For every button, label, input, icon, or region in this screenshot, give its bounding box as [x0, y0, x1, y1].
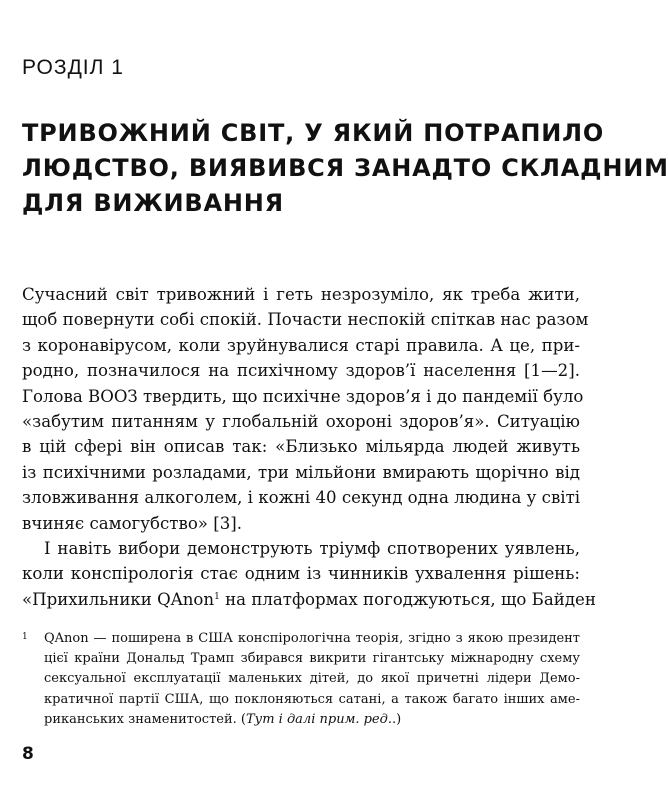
footnote-line: QAnon — поширена в США конспірологічна теорія, згідно з якою президент	[44, 631, 580, 646]
body-line: вчиняє самогубство» [3].	[22, 513, 243, 533]
footnote-reference[interactable]: 1	[214, 591, 220, 602]
body-line: щоб повернути собі спокій. Почасти неспокій спіткав нас разом	[22, 310, 589, 330]
body-line: І навіть вибори демонструють тріумф спотворених уявлень,	[44, 539, 580, 559]
body-line: родно, позначилося на психічному здоров’ї населення [1—2].	[22, 361, 580, 381]
body-text-fragment: «Прихильники QAnon	[22, 589, 215, 609]
body-line: з коронавірусом, коли зруйнувалися старі правила. А це, при-	[22, 335, 580, 355]
footnote-line: сексуальної експлуатації маленьких дітей, до якої причетні лідери Демо-	[44, 671, 580, 687]
body-line: в цій сфері він описав так: «Близько мільярда людей живуть	[22, 437, 580, 457]
chapter-title-line: ТРИВОЖНИЙ СВІТ, У ЯКИЙ ПОТРАПИЛО	[22, 119, 605, 147]
body-line: коли конспірологія стає одним із чинників ухвалення рішень:	[22, 564, 580, 584]
footnote-line: риканських знаменитостей. (Тут і далі прим. ред..)	[44, 711, 402, 727]
footnote-text-fragment: риканських знаменитостей.	[44, 711, 237, 727]
footnote-line: кратичної партії США, що поклоняються сатані, а також багато інших аме-	[44, 691, 580, 707]
footnote	[22, 629, 580, 730]
footnote-line: цієї країни Дональд Трамп збирався викрити гігантську міжнародну схему	[44, 651, 580, 667]
footnote-mark: 1	[22, 632, 28, 642]
footnote-body	[44, 629, 580, 730]
chapter-title-line: ДЛЯ ВИЖИВАННЯ	[22, 189, 284, 217]
body-line: Голова ВООЗ твердить, що психічне здоров’я і до пандемії було	[22, 386, 584, 406]
chapter-label: РОЗДІЛ 1	[22, 56, 124, 79]
body-line: зловживання алкоголем, і кожні 40 секунд одна людина у світі	[22, 488, 581, 508]
page-number: 8	[22, 744, 34, 764]
body-text-fragment: на платформах погоджуються, що Байден	[219, 589, 596, 609]
body-line: «забутим питанням у глобальній охороні здоров’я». Ситуацію	[22, 412, 580, 432]
editor-note: Тут і далі прим. ред.	[245, 711, 392, 727]
body-text	[22, 282, 596, 612]
body-line: із психічними розладами, три мільйони вмирають щорічно від	[22, 462, 580, 482]
body-line: Сучасний світ тривожний і геть незрозуміло, як треба жити,	[22, 285, 580, 304]
body-line-with-footnote-ref	[22, 587, 596, 612]
chapter-title	[22, 116, 669, 221]
chapter-title-line: ЛЮДСТВО, ВИЯВИВСЯ ЗАНАДТО СКЛАДНИМ	[22, 154, 669, 182]
